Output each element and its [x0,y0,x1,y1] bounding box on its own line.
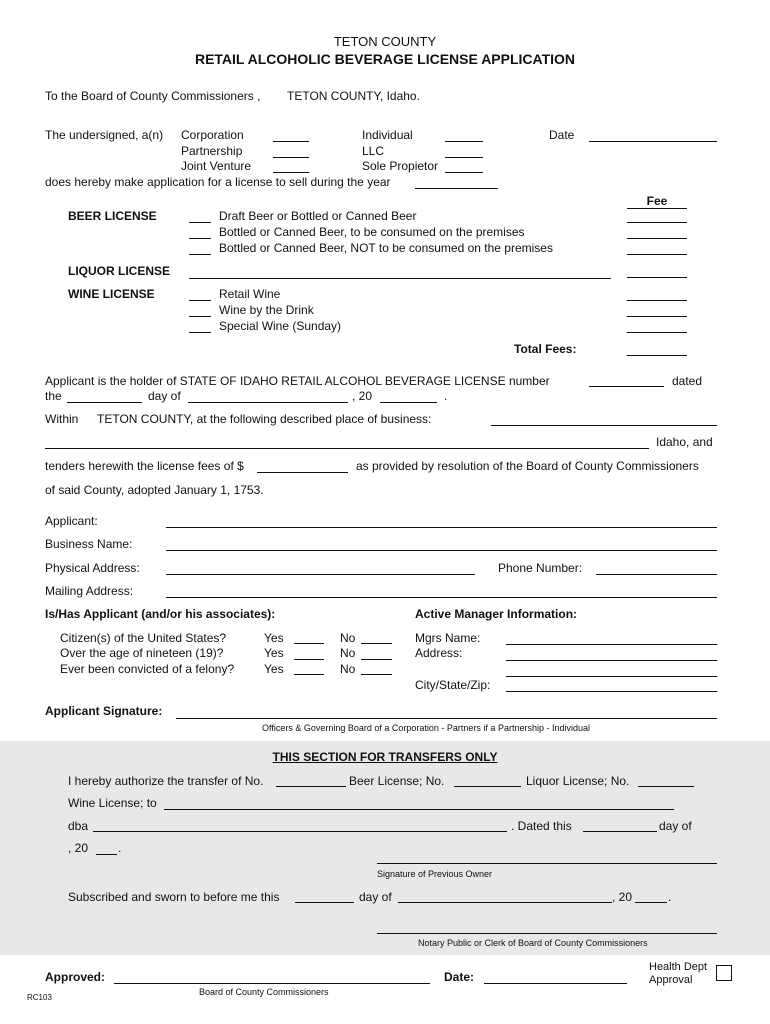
question-age: Over the age of nineteen (19)? [60,646,224,660]
no-field[interactable] [361,629,392,644]
sole-proprietor-label: Sole Propietor [362,159,439,173]
question-felony: Ever been convicted of a felony? [60,662,235,676]
sworn-day-of-text: day of [359,890,392,904]
liquor-fee-field[interactable] [627,263,687,278]
place-of-business-field[interactable] [491,411,717,426]
total-fees-label: Total Fees: [514,342,577,356]
liquor-license-no-text: Liquor License; No. [526,774,630,788]
applicant-field[interactable] [166,513,717,528]
wine-fee-field[interactable] [627,318,687,333]
sworn-year-prefix: , 20 [612,890,633,904]
beer-license-label: BEER LICENSE [68,209,157,223]
health-dept-approval-checkbox[interactable] [716,965,732,981]
manager-city-field[interactable] [506,677,717,692]
yes-field[interactable] [294,645,324,660]
approved-field[interactable] [114,969,430,984]
subscribed-text: Subscribed and sworn to before me this [68,890,280,904]
physical-address-label: Physical Address: [45,561,140,575]
sworn-month-field[interactable] [398,888,612,903]
manager-city-label: City/State/Zip: [415,678,491,692]
yes-field[interactable] [294,660,324,675]
transfer-year-prefix: , 20 [68,841,89,855]
state-license-number-field[interactable] [589,372,664,387]
dated-label: dated [672,374,703,388]
manager-address-field-2[interactable] [506,662,717,677]
transfer-beer-no-field[interactable] [276,772,346,787]
individual-field[interactable] [445,127,483,142]
authorize-text: I hereby authorize the transfer of No. [68,774,264,788]
fee-header: Fee [627,194,687,209]
state-year-field[interactable] [380,388,437,403]
phone-number-label: Phone Number: [498,561,583,575]
individual-label: Individual [362,128,413,142]
beer-option-checkbox[interactable] [189,224,211,239]
applicant-signature-field[interactable] [176,704,717,719]
question-citizen: Citizen(s) of the United States? [60,631,227,645]
wine-license-to-text: Wine License; to [68,796,157,810]
approved-label: Approved: [45,970,105,984]
business-name-field[interactable] [166,536,717,551]
wine-fee-field[interactable] [627,302,687,317]
county-state-text: TETON COUNTY, Idaho. [287,89,420,103]
state-day-field[interactable] [67,388,142,403]
sworn-day-field[interactable] [295,888,354,903]
manager-address-label: Address: [415,646,463,660]
notary-caption: Notary Public or Clerk of Board of County Commissioners [418,938,648,948]
sworn-period: . [668,890,672,904]
wine-option-label: Wine by the Drink [219,303,314,317]
llc-field[interactable] [445,143,483,158]
joint-venture-field[interactable] [273,158,309,173]
wine-license-label: WINE LICENSE [68,287,155,301]
total-fees-field[interactable] [627,341,687,356]
beer-fee-field[interactable] [627,224,687,239]
place-of-business-field-2[interactable] [45,434,649,449]
approval-label: Approval [649,974,693,986]
transfer-day-field[interactable] [583,817,657,832]
yes-label: Yes [264,646,284,660]
dated-this-text: . Dated this [511,819,572,833]
signature-caption: Officers & Governing Board of a Corporation - Partners if a Partnership - Individual [262,723,590,733]
applicant-signature-label: Applicant Signature: [45,704,163,718]
no-label: No [340,646,356,660]
year-prefix-label: , 20 [352,389,373,403]
no-field[interactable] [361,660,392,675]
corporation-field[interactable] [273,127,309,142]
phone-number-field[interactable] [596,560,717,575]
approval-date-field[interactable] [484,969,627,984]
applicant-label: Applicant: [45,514,98,528]
no-field[interactable] [361,645,392,660]
liquor-license-label: LIQUOR LICENSE [68,264,171,278]
transfer-year-field[interactable] [96,840,117,855]
no-label: No [340,631,356,645]
mailing-address-field[interactable] [166,583,717,598]
form-title: RETAIL ALCOHOLIC BEVERAGE LICENSE APPLICATION [194,51,576,67]
sworn-year-field[interactable] [635,888,667,903]
wine-option-checkbox[interactable] [189,286,211,301]
transfer-wine-no-field[interactable] [638,772,694,787]
transfer-title [0,750,770,764]
undersigned-label: The undersigned, a(n) [45,128,164,142]
idaho-and-text: Idaho, and [656,435,713,449]
to-board-text: To the Board of County Commissioners , [45,89,261,103]
partnership-field[interactable] [273,143,309,158]
sole-proprietor-field[interactable] [445,158,483,173]
health-dept-label: Health Dept [649,961,708,973]
transfer-to-field[interactable] [164,795,674,810]
transfer-title-text: THIS SECTION FOR TRANSFERS ONLY [272,750,498,764]
liquor-license-field[interactable] [189,264,611,279]
year-text: does hereby make application for a license to sell during the year [45,175,391,189]
form-code: RC103 [27,993,52,1002]
beer-option-label: Bottled or Canned Beer, to be consumed on the premises [219,225,525,239]
mailing-address-label: Mailing Address: [45,584,134,598]
yes-field[interactable] [294,629,324,644]
partnership-label: Partnership [181,144,243,158]
state-license-text: Applicant is the holder of STATE OF IDAHO RETAIL ALCOHOL BEVERAGE LICENSE number [45,374,550,388]
no-label: No [340,662,356,676]
beer-option-label: Draft Beer or Bottled or Canned Beer [219,209,417,223]
the-label: the [45,389,62,403]
llc-label: LLC [362,144,385,158]
beer-license-no-text: Beer License; No. [349,774,445,788]
year-field[interactable] [415,174,498,189]
date-field[interactable] [589,127,717,142]
wine-option-label: Retail Wine [219,287,281,301]
manager-name-label: Mgrs Name: [415,631,481,645]
manager-address-field[interactable] [506,646,717,661]
tenders-text: tenders herewith the license fees of $ [45,459,244,473]
joint-venture-label: Joint Venture [181,159,252,173]
notary-signature-field[interactable] [377,919,717,934]
corporation-label: Corporation [181,128,244,142]
date-label: Date [549,128,575,142]
manager-name-field[interactable] [506,630,717,645]
beer-option-label: Bottled or Canned Beer, NOT to be consumed on the premises [219,241,553,255]
wine-option-checkbox[interactable] [189,318,211,333]
beer-option-checkbox[interactable] [189,208,211,223]
county-heading: TETON COUNTY [333,34,437,49]
physical-address-field[interactable] [166,560,475,575]
wine-fee-field[interactable] [627,286,687,301]
state-month-field[interactable] [188,388,348,403]
previous-owner-caption: Signature of Previous Owner [377,869,493,879]
adopted-text: of said County, adopted January 1, 1753. [45,483,264,497]
business-name-label: Business Name: [45,537,133,551]
within-label: Within [45,412,79,426]
beer-fee-field[interactable] [627,240,687,255]
questions-heading: Is/Has Applicant (and/or his associates): [45,607,276,621]
approval-date-label: Date: [444,970,475,984]
place-of-business-text: TETON COUNTY, at the following described place of business: [97,412,432,426]
day-of-label: day of [148,389,181,403]
dba-text: dba [68,819,89,833]
previous-owner-signature-field[interactable] [377,849,717,864]
yes-label: Yes [264,631,284,645]
yes-label: Yes [264,662,284,676]
wine-option-checkbox[interactable] [189,302,211,317]
license-fees-field[interactable] [257,458,348,473]
transfer-day-of-text: day of [659,819,692,833]
beer-fee-field[interactable] [627,208,687,223]
transfer-period: . [118,841,122,855]
wine-option-label: Special Wine (Sunday) [219,319,342,333]
transfer-liquor-no-field[interactable] [454,772,521,787]
as-provided-text: as provided by resolution of the Board of County Commissioners [356,459,699,473]
beer-option-checkbox[interactable] [189,240,211,255]
dba-field[interactable] [93,817,507,832]
period-text: . [444,389,448,403]
manager-heading: Active Manager Information: [415,607,578,621]
board-caption: Board of County Commissioners [199,987,329,997]
